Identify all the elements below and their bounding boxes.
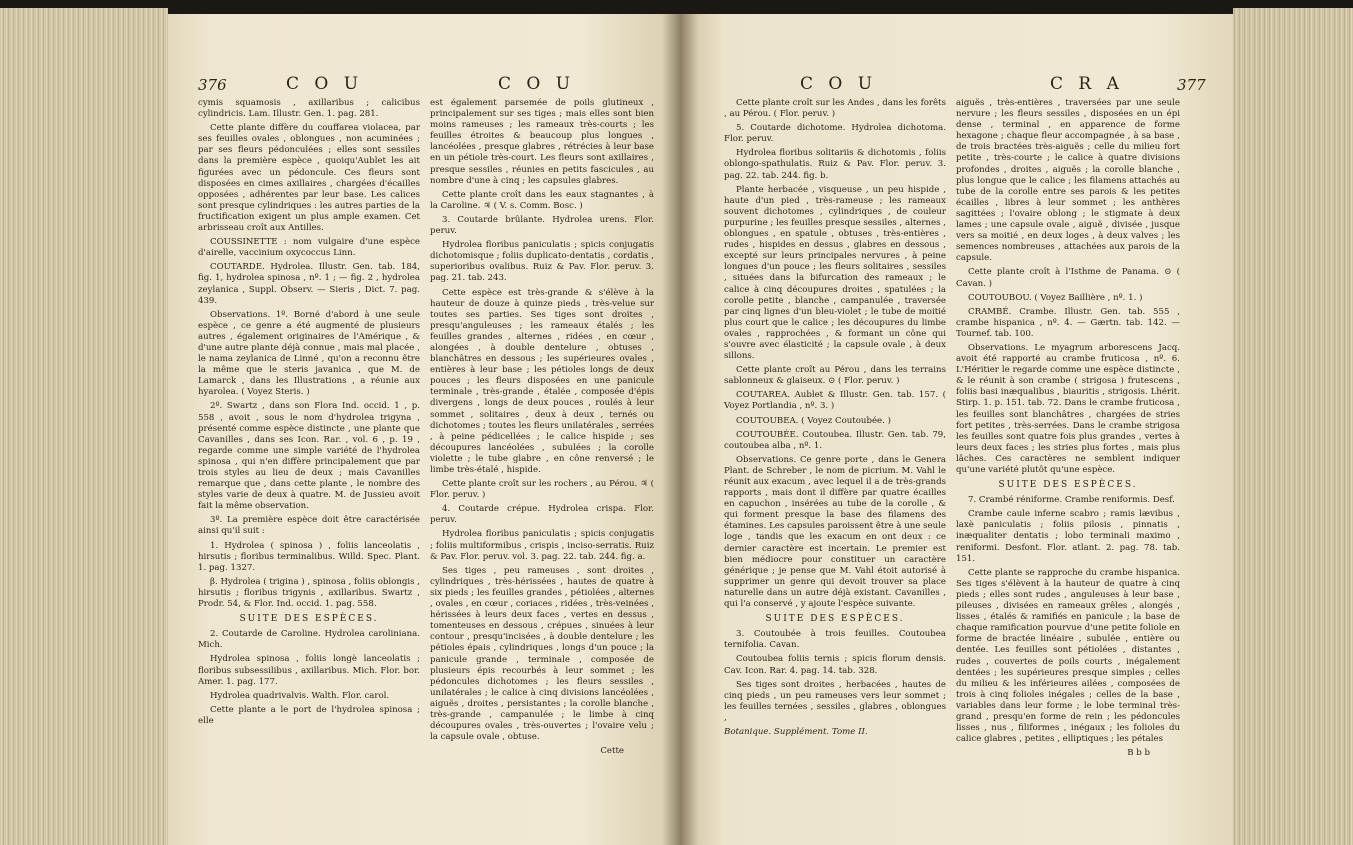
paragraph: Hydrolea spinosa , foliis longè lanceolatis ; floribus subsessilibus , axillaribus. Mich. Flor. bor. Amer. 1. pag. 177. (198, 654, 420, 687)
paragraph: COUTARDE. Hydrolea. Illustr. Gen. tab. 184, fig. 1, hydrolea spinosa , nº. 1 ; — fig. 2 , hydrolea zeylanica , Suppl. Observ. — Sieris , Dict. 7. pag. 439. (198, 262, 420, 306)
paragraph: cymis squamosis , axillaribus ; calicibus cylindricis. Lam. Illustr. Gen. 1. pag. 281. (198, 98, 420, 120)
paragraph: Cette plante croît sur les rochers , au Pérou. ♃ ( Flor. peruv. ) (430, 479, 654, 501)
paragraph: Hydrolea quadrivalvis. Walth. Flor. carol. (210, 690, 390, 701)
paragraph: 4. Coutarde crépue. Hydrolea crispa. Flor. peruv. (430, 504, 654, 526)
left-running-head-col2: C O U (498, 74, 576, 94)
paragraph: Cette plante diffère du couffarea violacea, par ses feuilles ovales , oblongues , non acuminées ; par ses fleurs pédonculées ; elles sont sessiles dans la première espèce , quoiqu'Aublet les ait figurées avec un pédoncule. Ces fleurs sont disposées en cimes axillaires , chargées d'écailles opposées , adhérentes par leur base. Les calices sont presque cylindriques : les autres parties de la fructification exigent un plus ample examen. Cet arbrisseau croît aux Antilles. (198, 123, 420, 234)
section-heading: SUITE DES ESPÈCES. (765, 614, 905, 625)
paragraph: Ses tiges , peu rameuses , sont droites , cylindriques , très-hérissées , hautes de quatre à six pieds ; les feuilles grandes , pétiolées , alternes , ovales , en cœur , coriaces , ridées , très-veinées , hérissées à leurs deux faces , vertes en dessus , tomenteuses en dessous , crépues , sinuées à leur contour , presqu'incisées , à double dentelure ; les pétioles épais , cylindriques , longs d'un pouce ; la panicule grande , terminale , composée de plusieurs épis recourbés à leur sommet ; les pédoncules dichotomes ; les fleurs sessiles , unilatérales ; le calice à cinq divisions lancéolées , aiguës , droites , persistantes ; la corolle blanche , très-grande , campanulée ; le limbe à cinq découpures ovales , très-ouvertes ; l'ovaire velu ; la capsule ovale , obtuse. (430, 565, 654, 743)
section-heading: SUITE DES ESPÈCES. (239, 614, 379, 625)
catchword: Cette (600, 746, 624, 757)
paragraph: Cette plante croît au Pérou , dans les terrains sablonneux & glaiseux. ⊙ ( Flor. peruv. ) (724, 365, 946, 387)
paragraph: COUTOUBEA. ( Voyez Coutoubée. ) (736, 415, 891, 426)
left-column-2 (430, 98, 654, 760)
paragraph: 7. Crambé réniforme. Crambe reniformis. Desf. (968, 495, 1175, 506)
paragraph: Cette plante a le port de l'hydrolea spinosa ; elle (198, 704, 420, 726)
paragraph: 2º. Swartz , dans son Flora Ind. occid. 1 , p. 558 , avoit , sous le nom d'hydrolea trigyna , présenté comme espèce distincte , une plante que Cavanilles , dans ses Icon. Rar. , vol. 6 , p. 19 , regarde comme une simple variété de l'hydrolea spinosa , qui n'en diffère principalement que par trois styles au lieu de deux ; mais Cavanilles remarque que , dans cette plante , le nombre des styles varie de deux à quatre. M. de Jussieu avoit fait la même observation. (198, 401, 420, 512)
paragraph: est également parsemée de poils glutineux , principalement sur ses tiges ; mais elles sont bien moins rameuses ; les rameaux très-courts ; les feuilles étroites & beaucoup plus longues , lancéolées , presque glabres , rétrécies à leur base en un pétiole très-court. Les fleurs sont axillaires , presque sessiles , réunies en petits fascicules , au nombre d'une à cinq ; les capsules glabres. (430, 98, 654, 186)
paragraph: 5. Coutarde dichotome. Hydrolea dichotoma. Flor. peruv. (724, 123, 946, 145)
paragraph: Observations. Le myagrum arborescens Jacq. avoit été rapporté au crambe fruticosa , nº. 6. L'Héritier le regarde comme une espèce distincte , & le réunit à son crambe ( strigosa ) frutescens , foliis basi inæqualibus , biauritis , strigosis. Lhérit. Stirp. 1. p. 151. tab. 72. Dans le crambe fruticosa , les feuilles sont blanchâtres , chargées de stries fort petites , très-serrées. Dans le crambe strigosa les feuilles sont quatre fois plus grandes , vertes à leurs deux faces ; les stries plus fortes , mais plus lâches. Ces caractères ne semblent indiquer qu'une variété plutôt qu'une espèce. (956, 342, 1180, 475)
paragraph: Cette plante croît sur les Andes , dans les forêts , au Pérou. ( Flor. peruv. ) (724, 98, 946, 120)
paragraph: COUTAREA. Aublet & Illustr. Gen. tab. 157. ( Voyez Portlandia , nº. 3. ) (724, 390, 946, 412)
paragraph: Hydrolea floribus solitariis & dichotomis , foliis oblongo-spathulatis. Ruiz & Pav. Flor. peruv. 3. pag. 22. tab. 244. fig. b. (724, 148, 946, 181)
paragraph: 2. Coutarde de Caroline. Hydrolea caroliniana. Mich. (198, 629, 420, 651)
section-heading: SUITE DES ESPÈCES. (998, 480, 1138, 491)
right-page (680, 14, 1233, 845)
paragraph: Observations. 1º. Borné d'abord à une seule espèce , ce genre a été augmenté de plusieurs autres , également originaires de l'Amérique , & d'une autre plante déjà connue , mais mal placée , le nama zeylanica de Linné , qu'on a reconnu être la même que le steris javanica , que M. de Lamarck , dans les Illustrations , a réunie aux hyarolea. ( Voyez Steris. ) (198, 309, 420, 398)
right-page-edges (1233, 8, 1353, 845)
right-column-2 (956, 98, 1180, 762)
left-page-number: 376 (198, 76, 227, 94)
page-footer-title: Botanique. Supplément. Tome II. (724, 726, 868, 737)
paragraph: β. Hydrolea ( trigina ) , spinosa , foliis oblongis , hirsutis ; floribus trigynis , axillaribus. Swartz , Prodr. 54, & Flor. Ind. occid. 1. pag. 558. (198, 576, 420, 610)
paragraph: COUTOUBOU. ( Voyez Baillière , nº. 1. ) (968, 292, 1143, 303)
paragraph: COUSSINETTE : nom vulgaire d'une espèce d'airelle, vaccinium oxycoccus Linn. (198, 237, 420, 259)
paragraph: 3. Coutoubée à trois feuilles. Coutoubea ternifolia. Cavan. (724, 629, 946, 651)
paragraph: 3º. La première espèce doit être caractérisée ainsi qu'il suit : (198, 515, 420, 537)
paragraph: Coutoubea foliis ternis ; spicis florum densis. Cav. Icon. Rar. 4. pag. 14. tab. 328. (724, 654, 946, 676)
right-page-number: 377 (1177, 76, 1206, 94)
paragraph: aiguës , très-entières , traversées par une seule nervure ; les fleurs sessiles , disposées en un épi dense , terminal , en apparence de forme hexagone ; chaque fleur accompagnée , à sa base , de trois bractées très-aiguës ; celle du milieu fort petite , très-courte ; le calice à quatre divisions profondes , droites , aiguës ; la corolle blanche , plus longue que le calice ; les filamens attachés au tube de la corolle entre ses parois & les petites écailles , libres à leur sommet ; les anthères sagittées ; l'ovaire oblong ; le stigmate à deux lames ; une capsule ovale , aiguë , divisée , jusque vers sa moitié , en deux loges , à deux valves ; les semences nombreuses , attachées aux parois de la capsule. (956, 98, 1180, 264)
left-running-head-col1: C O U (286, 74, 364, 94)
left-column-1 (198, 98, 420, 730)
paragraph: Observations. Ce genre porte , dans le Genera Plant. de Schreber , le nom de picrium. M. Vahl le réunit aux exacum , avec lequel il a de très-grands rapports , mais dont il diffère par quatre écailles en capuchon , insérées au tube de la corolle , & qui forment presque la base des filamens des étamines. Les capsules paroissent être à une seule loge , tandis que les exacum en ont deux : ce dernier caractère est incertain. Le premier est bien médiocre pour constituer un caractère générique ; je pense que M. Vahl étoit autorisé à supprimer un genre qui devoit trouver sa place naturelle dans un autre déjà existant. Cavanilles , qui l'a conservé , y ajoute l'espèce suivante. (724, 454, 946, 610)
right-column-1 (724, 98, 946, 741)
paragraph: Crambe caule inferne scabro ; ramis lævibus , laxè paniculatis ; foliis pilosis , pinnatis , inæqualiter dentatis ; lobo terminali maximo , reniformi. Desfont. Flor. atlant. 2. pag. 78. tab. 151. (956, 509, 1180, 564)
left-page (168, 14, 680, 845)
right-running-head-col2: C R A (1050, 74, 1124, 94)
left-page-edges (0, 8, 168, 845)
paragraph: Ses tiges sont droites , herbacées , hautes de cinq pieds , un peu rameuses vers leur sommet ; les feuilles ternées , sessiles , glabres , oblongues , (724, 679, 946, 723)
signature-mark: B b b (1127, 748, 1150, 759)
paragraph: Cette espèce est très-grande & s'élève à la hauteur de douze à quinze pieds , très-velue sur toutes ses parties. Ses tiges sont droites , presqu'anguleuses ; les rameaux étalés ; les feuilles grandes , alternes , ridées , en cœur , alongées , à double dentelure , obtuses , blanchâtres en dessous ; les supérieures ovales , entières à leur base ; les pétioles longs de deux pouces ; les fleurs disposées en une panicule terminale , très-grande , étalée , composée d'épis divergens , longs de deux pouces , roulés à leur sommet , solitaires , deux à deux , ternés ou dichotomes ; toutes les fleurs unilatérales , serrées , à peine pédicellées ; le calice hispide ; ses découpures lancéolées , subulées ; la corolle violette ; le tube glabre , en cône renversé ; le limbe très-étalé , hispide. (430, 287, 654, 475)
paragraph: Hydrolea floribus paniculatis ; spicis conjugatis dichotomisque ; foliis duplicato-dentatis , cordatis , superioribus ovalibus. Ruiz & Pav. Flor. peruv. 3. pag. 21. tab. 243. (430, 240, 654, 284)
paragraph: CRAMBÉ. Crambe. Illustr. Gen. tab. 555 , crambe hispanica , nº. 4. — Gærtn. tab. 142. — Tournef. tab. 100. (956, 306, 1180, 339)
paragraph: Cette plante croît à l'Isthme de Panama. ⊙ ( Cavan. ) (956, 267, 1180, 289)
paragraph: Hydrolea floribus paniculatis ; spicis conjugatis ; foliis multiformibus , crispis , inciso-serratis. Ruiz & Pav. Flor. peruv. vol. 3. pag. 22. tab. 244. fig. a. (430, 529, 654, 562)
paragraph: Cette plante se rapproche du crambe hispanica. Ses tiges s'élèvent à la hauteur de quatre à cinq pieds ; elles sont rudes , anguleuses à leur base , pileuses , divisées en rameaux grêles , alongés , lisses , étalés & ramifiés en panicule ; la base de chaque ramification pourvue d'une petite foliole en forme de bractée linéaire , subulée , entière ou dentée. Les feuilles sont pétiolées , distantes , rudes , couvertes de poils courts , inégalement dentées ; les supérieures presque simples ; celles du milieu & les inférieures ailées , composées de trois à cinq folioles inégales ; celles de la base , variables dans leur forme ; le lobe terminal très-grand , presqu'en forme de rein ; les pédoncules lisses , nus , filiformes , inégaux ; les folioles du calice glabres , petites , elliptiques ; les pétales (956, 567, 1180, 745)
paragraph: 1. Hydrolea ( spinosa ) , foliis lanceolatis , hirsutis ; floribus terminalibus. Willd. Spec. Plant. 1. pag. 1327. (198, 540, 420, 573)
paragraph: Cette plante croît dans les eaux stagnantes , à la Caroline. ♃ ( V. s. Comm. Bosc. ) (430, 189, 654, 211)
paragraph: 3. Coutarde brûlante. Hydrolea urens. Flor. peruv. (430, 214, 654, 237)
paragraph: Plante herbacée , visqueuse , un peu hispide , haute d'un pied , très-rameuse ; les rameaux souvent dichotomes , cylindriques , de couleur purpurine ; les feuilles presque sessiles , alternes , oblongues , en spatule , obtuses , très-entières , rudes , hispides en dessus , glabres en dessous , excepté sur leurs principales nervures , à peine longues d'un pouce ; les fleurs solitaires , sessiles , situées dans la bifurcation des rameaux ; le calice à cinq découpures droites , spatulées ; la corolle petite , blanche , campanulée , traversée par cinq lignes d'un bleu-violet ; le tube de moitié plus court que le calice ; les découpures du limbe ovales , rapprochées , & formant un cône qui s'ouvre avec élasticité ; la capsule ovale , à deux sillons. (724, 184, 946, 362)
right-running-head-col1: C O U (800, 74, 878, 94)
paragraph: COUTOUBÉE. Coutoubea. Illustr. Gen. tab. 79, coutoubea alba , nº. 1. (724, 429, 946, 451)
